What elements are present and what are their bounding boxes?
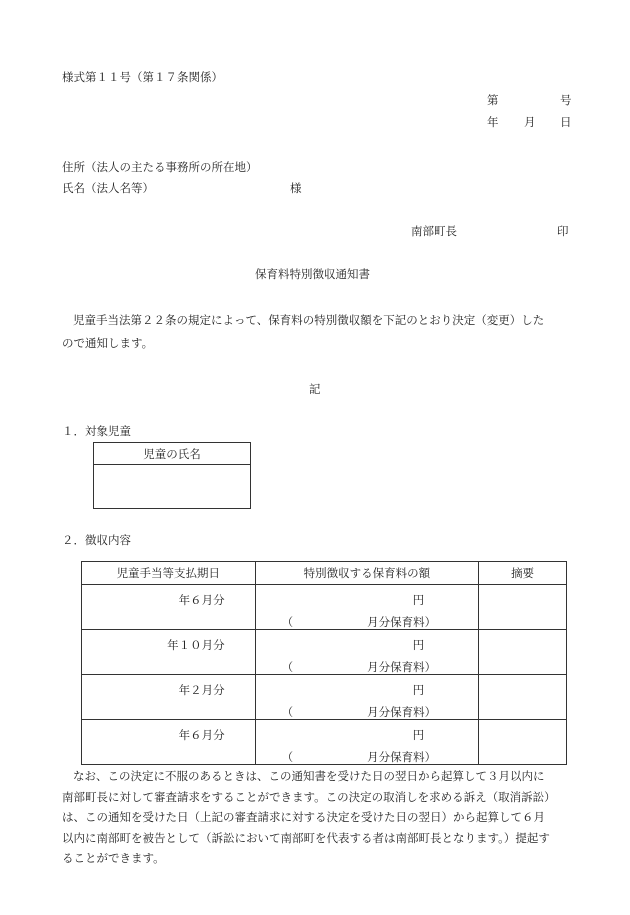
- header-remarks: 摘要: [479, 562, 567, 585]
- date-year: 年: [487, 115, 499, 129]
- notice-line: 南部町長に対して審査請求をすることができます。この決定の取消しを求める訴え（取消訴訟）: [62, 789, 556, 804]
- remarks-cell: [479, 630, 567, 675]
- body-line-1: 児童手当法第２２条の規定によって、保育料の特別徴収額を下記のとおり決定（変更）した: [73, 313, 545, 327]
- yen-unit: 円: [412, 728, 425, 742]
- recipient-honorific: 様: [290, 181, 302, 195]
- yen-unit: 円: [412, 593, 425, 607]
- remarks-cell: [479, 720, 567, 765]
- doc-number-suffix: 号: [560, 93, 572, 107]
- table-row: [82, 675, 567, 720]
- notice-line: なお、この決定に不服のあるときは、この通知書を受けた日の翌日から起算して３月以内に: [73, 769, 545, 783]
- collection-table: [81, 561, 567, 765]
- appeal-notice: [62, 766, 574, 869]
- issuer-seal: 印: [557, 224, 569, 238]
- month-fee-label: 月分保育料）: [367, 750, 437, 764]
- date-day: 日: [560, 115, 572, 129]
- recipient-name-label: 氏名（法人名等）: [62, 181, 154, 195]
- child-name-header: 児童の氏名: [94, 443, 251, 465]
- yen-unit: 円: [412, 638, 425, 652]
- paren-open: （: [281, 660, 294, 674]
- period-cell: 年６月分: [178, 593, 225, 607]
- doc-number-label: 第: [487, 93, 499, 107]
- header-collection-amount: 特別徴収する保育料の額: [255, 562, 479, 585]
- table-row: [82, 630, 567, 675]
- ki-marker: 記: [309, 382, 321, 396]
- table-row: [82, 585, 567, 630]
- child-table: [93, 442, 251, 509]
- section1-heading: １．対象児童: [62, 424, 131, 438]
- paren-open: （: [281, 705, 294, 719]
- notice-line: 以内に南部町を被告として（訴訟において南部町を代表する者は南部町長となります。）提起す: [62, 830, 550, 845]
- header-payment-date: 児童手当等支払期日: [82, 562, 256, 585]
- table-row: [82, 720, 567, 765]
- remarks-cell: [479, 585, 567, 630]
- paren-open: （: [281, 750, 294, 764]
- child-name-cell: [94, 465, 251, 509]
- recipient-address-label: 住所（法人の主たる事務所の所在地）: [62, 160, 258, 174]
- period-cell: 年１０月分: [167, 638, 225, 652]
- month-fee-label: 月分保育料）: [367, 660, 437, 674]
- month-fee-label: 月分保育料）: [367, 705, 437, 719]
- remarks-cell: [479, 675, 567, 720]
- document-title: 保育料特別徴収通知書: [255, 267, 370, 281]
- body-line-2: ので通知します。: [62, 336, 154, 350]
- notice-line: は、この通知を受けた日（上記の審査請求に対する決定を受けた日の翌日）から起算して６月: [62, 810, 545, 824]
- period-cell: 年６月分: [178, 728, 225, 742]
- date-month: 月: [524, 115, 536, 129]
- notice-line: ることができます。: [62, 851, 165, 865]
- yen-unit: 円: [412, 683, 425, 697]
- month-fee-label: 月分保育料）: [367, 615, 437, 629]
- paren-open: （: [281, 615, 294, 629]
- section2-heading: ２．徴収内容: [62, 533, 131, 547]
- period-cell: 年２月分: [178, 683, 225, 697]
- form-number: 様式第１１号（第１７条関係）: [62, 70, 223, 84]
- issuer-title: 南部町長: [411, 224, 457, 238]
